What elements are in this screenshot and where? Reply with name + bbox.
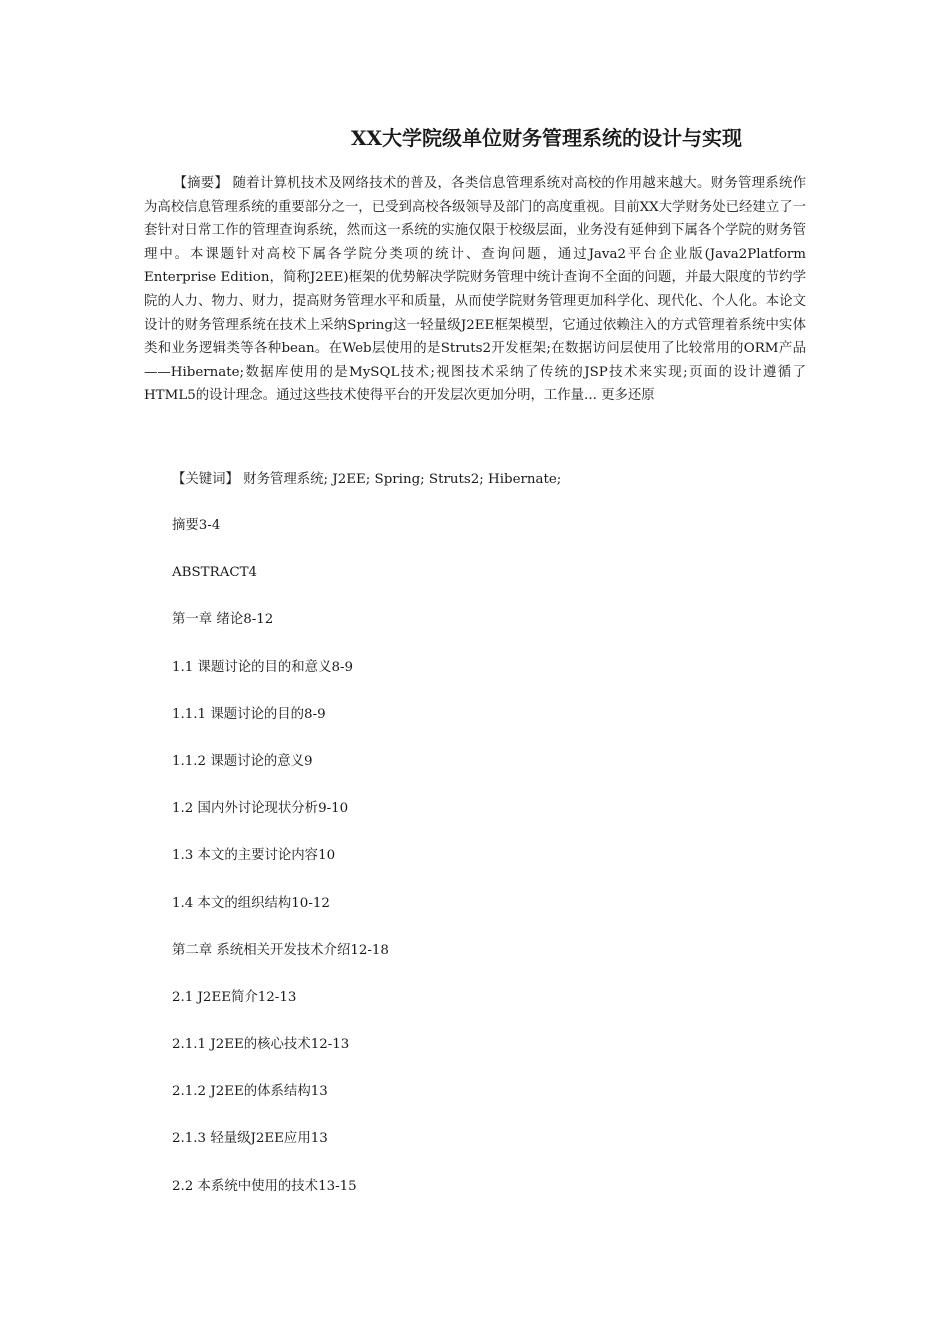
toc-entry: 2.1 J2EE简介12-13: [172, 989, 297, 1005]
toc-entry: 1.1.1 课题讨论的目的8-9: [172, 706, 326, 722]
toc-entry: ABSTRACT4: [172, 565, 258, 581]
toc-entry: 1.1.2 课题讨论的意义9: [172, 753, 313, 769]
toc-entry: 1.2 国内外讨论现状分析9-10: [172, 801, 349, 817]
toc-entry: 第一章 绪论8-12: [172, 612, 274, 628]
table-of-contents: [172, 514, 389, 1222]
toc-entry: 2.1.1 J2EE的核心技术12-13: [172, 1037, 350, 1053]
document-title: XX大学院级单位财务管理系统的设计与实现: [350, 126, 743, 150]
keywords-text: 财务管理系统; J2EE; Spring; Struts2; Hibernate;: [238, 472, 562, 487]
keywords-label: 【关键词】: [172, 472, 239, 487]
toc-entry: 2.2 本系统中使用的技术13-15: [172, 1178, 357, 1194]
toc-entry: 1.1 课题讨论的目的和意义8-9: [172, 659, 354, 675]
toc-entry: 2.1.2 J2EE的体系结构13: [172, 1084, 328, 1100]
abstract-paragraph: [144, 172, 806, 408]
toc-entry: 2.1.3 轻量级J2EE应用13: [172, 1131, 328, 1147]
toc-entry: 1.3 本文的主要讨论内容10: [172, 848, 336, 864]
toc-entry: 摘要3-4: [172, 518, 221, 533]
abstract-text: 随着计算机技术及网络技术的普及，各类信息管理系统对高校的作用越来越大。财务管理系统作为高校信息管理系统的重要部分之一，已受到高校各级领导及部门的高度重视。目前XX大学财务处已经建立了一套针对日常工作的管理查询系统，然而这一系统的实施仅限于校级层面，业务没有延伸到下属各个学院的财务管理中。本课题针对高校下属各学院分类项的统计、查询问题，通过Java2平台企业版(Java2Platform Enterprise Edition，简称J2EE)框架的优势解决学院财务管理中统计查询不全面的问题，并最大限度的节约学院的人力、物力、财力，提高财务管理水平和质量，从而使学院财务管理更加科学化、现代化、个人化。本论文设计的财务管理系统在技术上采纳Spring这一轻量级J2EE框架模型，它通过依赖注入的方式管理着系统中实体类和业务逻辑类等各种bean。在Web层使用的是Struts2开发框架;在数据访问层使用了比较常用的ORM产品——Hibernate;数据库使用的是MySQL技术;视图技术采纳了传统的JSP技术来实现;页面的设计遵循了HTML5的设计理念。通过这些技术使得平台的开发层次更加分明，工作量... 更多还原: [144, 176, 806, 404]
toc-entry: 第二章 系统相关开发技术介绍12-18: [172, 942, 389, 958]
keywords-line: [172, 468, 561, 492]
abstract-label: 【摘要】: [173, 176, 229, 191]
toc-entry: 1.4 本文的组织结构10-12: [172, 895, 330, 911]
